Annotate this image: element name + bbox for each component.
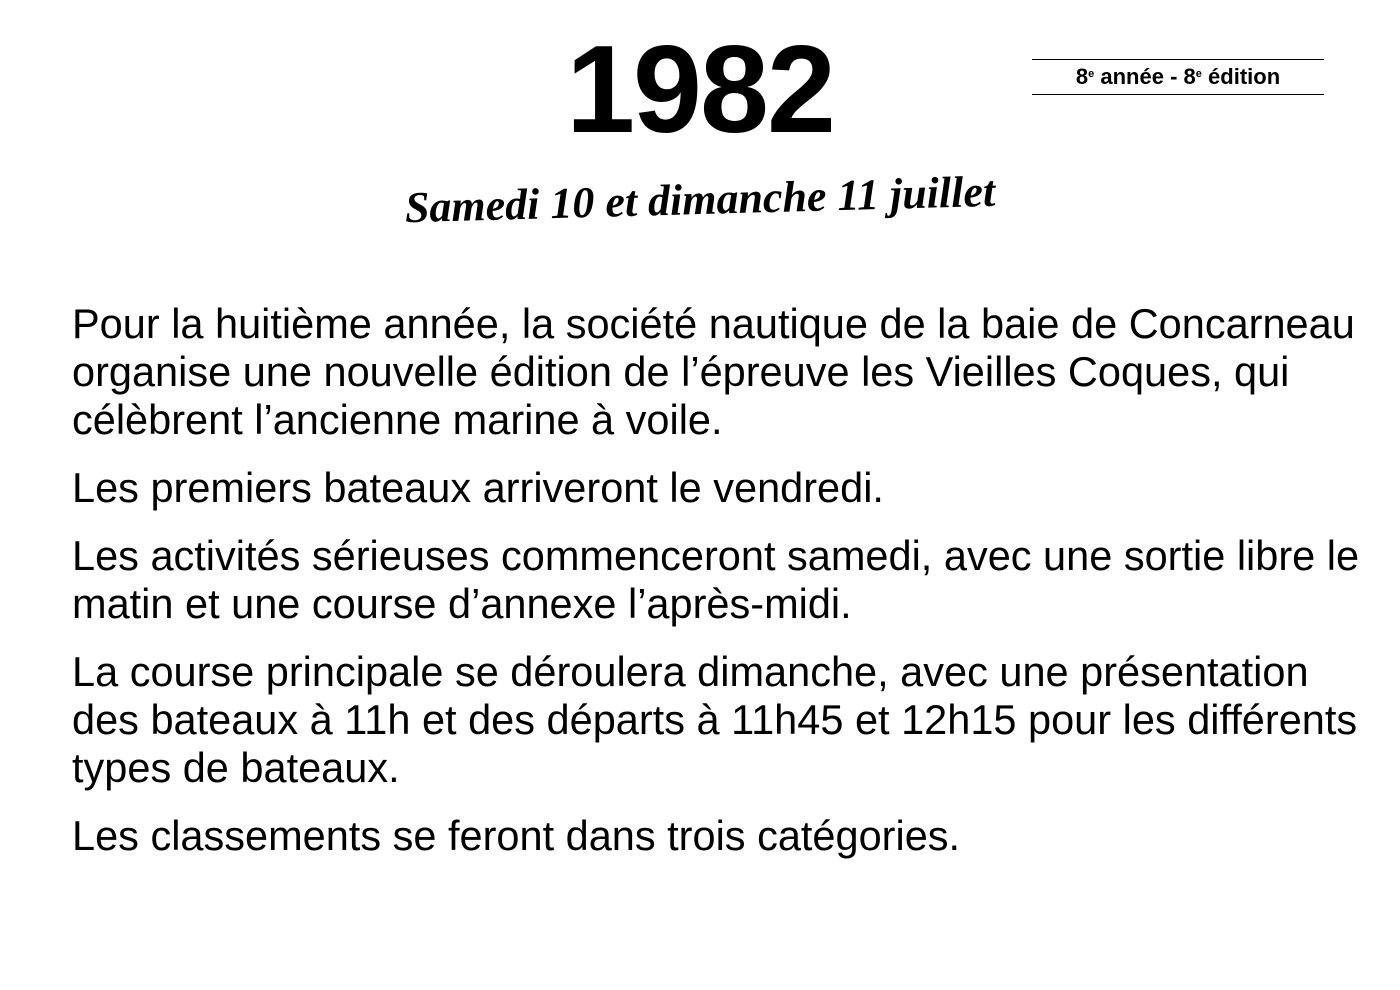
edition-label: 8 $^e$ année - 8 $^e$ édition (1032, 59, 1324, 95)
paragraph-rankings: Les classements se feront dans trois catégories. (72, 812, 961, 859)
article-body (72, 300, 1362, 880)
year-word: année (1100, 64, 1164, 89)
year-title: 1982 (566, 21, 834, 159)
paragraph-arrivals: Les premiers bateaux arriveront le vendredi. (72, 464, 884, 511)
event-dates: Samedi 10 et dimanche 11 juillet (404, 166, 996, 233)
paragraph-intro: Pour la huitième année, la société nautique de la baie de Concarneau organise une nouvelle édition de l’épreuve les Vieilles Coques, qui célèbrent l’ancienne marine à voile. (72, 300, 1355, 443)
paragraph-saturday: Les activités sérieuses commenceront samedi, avec une sortie libre le matin et une course d’annexe l’après-midi. (72, 532, 1360, 627)
edition-number: 8 (1183, 64, 1196, 89)
year-number: 8 (1075, 64, 1089, 89)
edition-word: édition (1208, 64, 1281, 89)
paragraph-sunday: La course principale se déroulera dimanche, avec une présentation des bateaux à 11h et des départs à 11h45 et 12h15 pour les différents types de bateaux. (72, 648, 1358, 791)
edition-separator: - (1170, 64, 1178, 89)
